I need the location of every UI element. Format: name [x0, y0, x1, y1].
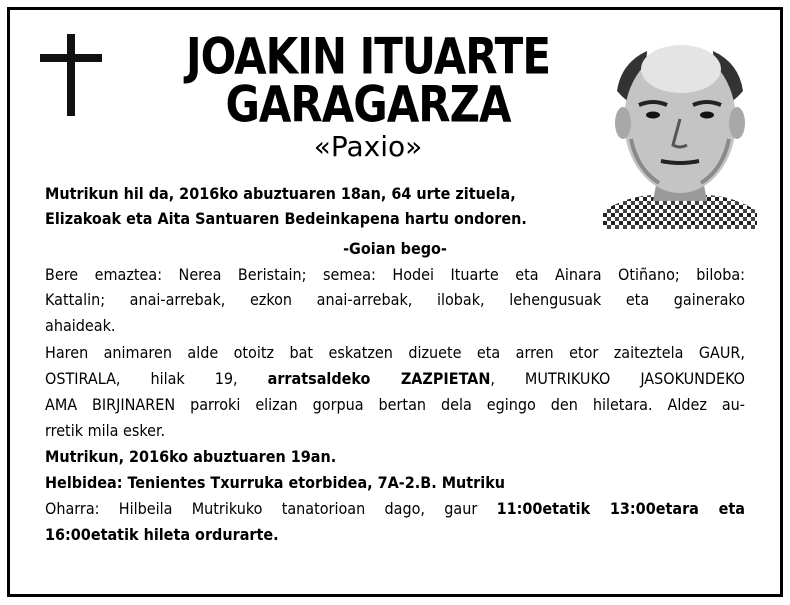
family-line-1: Bere emaztea: Nerea Beristain; semea: Hodei Ituarte eta Ainara Otiñano; biloba:: [45, 265, 745, 284]
death-notice-line-2: Elizakoak eta Aita Santuaren Bedeinkapena hartu ondoren.: [45, 209, 527, 228]
note-hours-emphasis: 11:00etatik 13:00etara eta: [496, 499, 745, 518]
note-line-1: [45, 496, 745, 521]
funeral-line-3: AMA BIRJINAREN parroki elizan gorpua bertan dela egingo den hiletara. Aldez au-: [45, 395, 745, 414]
portrait-photo: [603, 29, 757, 229]
goian-bego: -Goian bego-: [343, 239, 447, 258]
deceased-name-line-2: GARAGARZA: [225, 75, 511, 134]
note-line-2: 16:00etatik hileta ordurarte.: [45, 525, 279, 544]
death-notice-line-1: Mutrikun hil da, 2016ko abuztuaren 18an, 64 urte zituela,: [45, 184, 516, 203]
place-date: Mutrikun, 2016ko abuztuaren 19an.: [45, 447, 337, 466]
funeral-line-2: [45, 366, 745, 391]
deceased-name-line-1: JOAKIN ITUARTE: [185, 27, 551, 86]
funeral-time-emphasis: arratsaldeko ZAZPIETAN: [267, 369, 491, 388]
family-line-3: ahaideak.: [45, 316, 116, 335]
nickname: «Paxio»: [313, 130, 423, 163]
funeral-line-2-end: , MUTRIKUKO JASOKUNDEKO: [490, 369, 745, 388]
family-line-2: Kattalin; anai-arrebak, ezkon anai-arrebak, ilobak, lehengusuak eta gainerako: [45, 290, 745, 309]
cross-icon: [40, 34, 102, 116]
funeral-line-1: Haren animaren alde otoitz bat eskatzen dizuete eta arren etor zaiteztela GAUR,: [45, 343, 745, 362]
address: Helbidea: Tenientes Txurruka etorbidea, 7A-2.B. Mutriku: [45, 473, 506, 492]
note-line-1-start: Oharra: Hilbeila Mutrikuko tanatorioan dago, gaur: [45, 499, 497, 518]
funeral-line-2-start: OSTIRALA, hilak 19,: [45, 369, 268, 388]
funeral-line-4: rretik mila esker.: [45, 421, 166, 440]
